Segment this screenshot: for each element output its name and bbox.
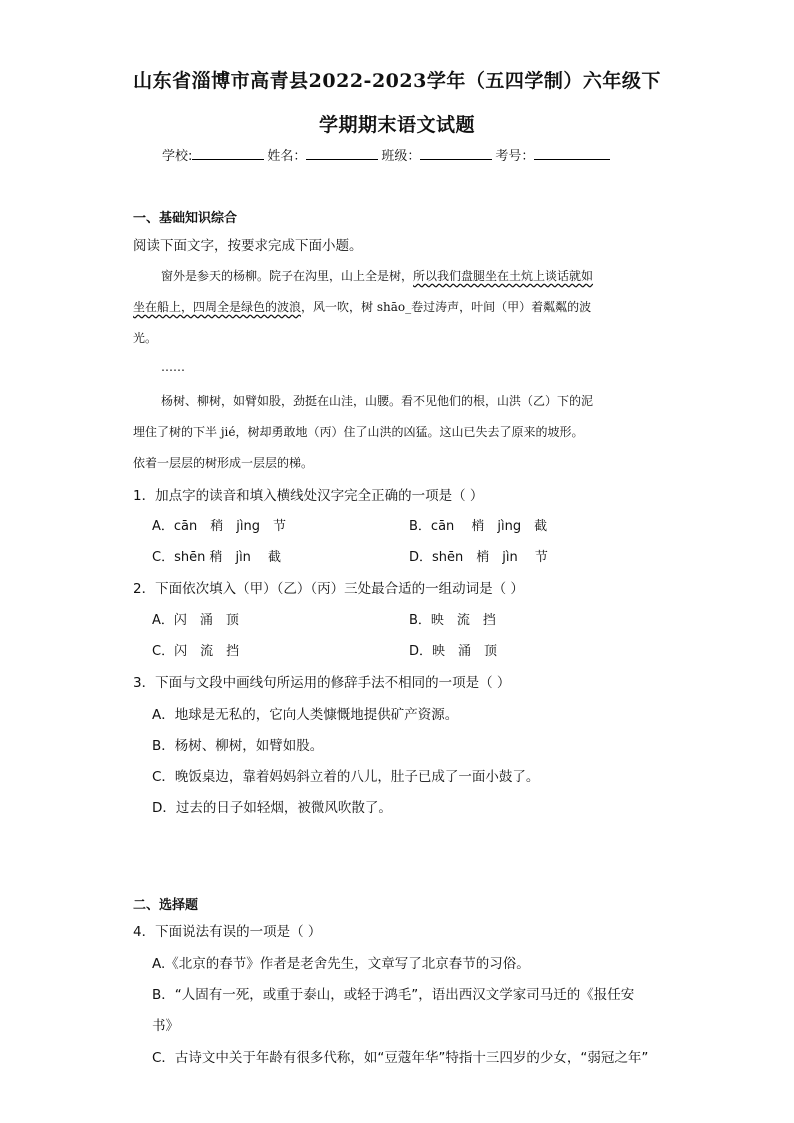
question-4-option-b[interactable]: B．“人固有一死，或重于泰山，或轻于鸿毛”，语出西汉文学家司马迁的《报任安 [152,987,635,1003]
name-field[interactable] [306,145,378,160]
question-3-stem: 3．下面与文段中画线句所运用的修辞手法不相同的一项是（ ） [133,675,511,691]
underlined-sentence: 所以我们盘腿坐在土炕上谈话就如 [413,269,594,283]
passage-line [161,267,691,284]
question-4-option-b-continued: 书》 [152,1018,179,1034]
passage-line [133,298,663,315]
passage-line: 埋住了树的下半 jié，树却勇敢地（丙）住了山洪的凶猛。这山已失去了原来的坡形。 [133,425,584,439]
question-1-stem: 1．加点字的读音和填入横线处汉字完全正确的一项是（ ） [133,488,484,504]
question-1-option-b[interactable]: B．cān 梢 jìng 截 [409,519,548,534]
exam-no-label: 考号： [495,149,535,164]
underlined-sentence: 坐在船上，四周全是绿色的波浪 [133,300,302,314]
question-2-option-d[interactable]: D．映 涌 顶 [409,644,498,659]
passage-text: 窗外是参天的杨柳。院子在沟里，山上全是树， [161,269,414,283]
question-4-option-c[interactable]: C．古诗文中关于年龄有很多代称，如“豆蔻年华”特指十三四岁的少女，“弱冠之年” [152,1050,649,1066]
question-2-option-c[interactable]: C．闪 流 挡 [152,644,240,659]
exam-title-line-2: 学期期末语文试题 [318,114,475,136]
section-heading-2: 二、选择题 [133,898,199,913]
class-label: 班级： [381,149,421,164]
question-1-option-d[interactable]: D．shēn 梢 jìn 节 [409,550,548,565]
school-label: 学校: [162,149,193,164]
question-3-option-d[interactable]: D．过去的日子如轻烟，被微风吹散了。 [152,800,392,816]
passage-text: ，风一吹，树 shāo_卷过涛声，叶间（甲）着粼粼的波 [301,300,592,314]
passage-line: 杨树、柳树，如臂如股，劲挺在山洼，山腰。看不见他们的根，山洪（乙）下的泥 [161,394,594,408]
question-3-option-a[interactable]: A．地球是无私的，它向人类慷慨地提供矿产资源。 [152,707,459,723]
section-instruction: 阅读下面文字，按要求完成下面小题。 [133,238,363,254]
question-2-option-b[interactable]: B．映 流 挡 [409,613,496,628]
question-3-option-b[interactable]: B．杨树、柳树，如臂如股。 [152,738,324,754]
class-field[interactable] [420,145,492,160]
question-4-stem: 4．下面说法有误的一项是（ ） [133,924,322,940]
school-field[interactable] [192,145,264,160]
question-2-stem: 2．下面依次填入（甲）（乙）（丙）三处最合适的一组动词是（ ） [133,581,524,597]
exam-no-field[interactable] [534,145,610,160]
question-1-option-a[interactable]: A．cān 稍 jìng 节 [152,519,286,534]
passage-line: 依着一层层的树形成一层层的梯。 [133,456,314,470]
section-heading-1: 一、基础知识综合 [133,211,238,226]
question-2-option-a[interactable]: A．闪 涌 顶 [152,613,239,628]
question-1-option-c[interactable]: C．shēn 稍 jìn 截 [152,550,282,565]
exam-title-line-1: 山东省淄博市高青县2022-2023学年（五四学制）六年级下 [133,70,661,92]
passage-ellipsis: …… [161,360,185,374]
passage-line: 光。 [133,331,158,345]
question-4-option-a[interactable]: A.《北京的春节》作者是老舍先生，文章写了北京春节的习俗。 [152,956,530,972]
question-3-option-c[interactable]: C．晚饭桌边，靠着妈妈斜立着的八儿，肚子已成了一面小鼓了。 [152,769,540,785]
student-info-row [162,145,613,164]
name-label: 姓名： [267,149,307,164]
